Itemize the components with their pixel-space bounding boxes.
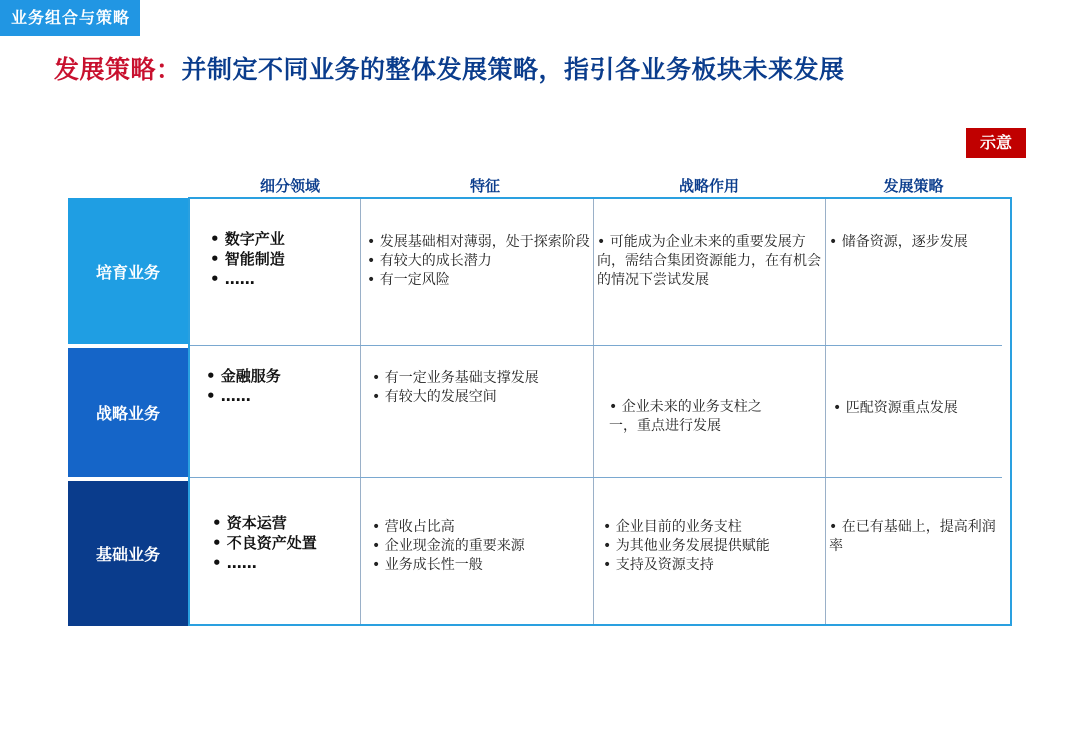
list-item: • 智能制造 — [210, 250, 285, 268]
column-header-role: 战略作用 — [678, 177, 739, 195]
row-label-cultivate: 培育业务 — [68, 198, 188, 344]
headline-lead: 发展策略： — [54, 55, 182, 84]
list-item: • 有一定风险 — [367, 272, 450, 288]
list-item: • 企业目前的业务支柱 — [603, 519, 742, 535]
column-divider — [593, 199, 594, 624]
row2-features — [372, 369, 592, 407]
list-item: • 有较大的发展空间 — [372, 389, 497, 405]
section-tag: 业务组合与策略 — [0, 0, 140, 36]
row-label-basic: 基础业务 — [68, 481, 188, 626]
column-header-domain: 细分领域 — [259, 177, 320, 195]
row2-roles — [609, 398, 781, 436]
list-item: • 业务成长性一般 — [372, 557, 483, 573]
list-item: • 资本运营 — [212, 514, 287, 532]
list-item: • …… — [212, 554, 257, 572]
row1-roles — [597, 233, 823, 290]
list-item: • 在已有基础上，提高利润率 — [829, 519, 996, 554]
row1-features — [367, 233, 591, 290]
list-item: • 储备资源，逐步发展 — [829, 234, 968, 250]
row1-strategies — [829, 233, 997, 252]
row3-roles — [603, 518, 823, 575]
list-item: • 不良资产处置 — [212, 534, 317, 552]
headline-text: 并制定不同业务的整体发展策略，指引各业务板块未来发展 — [181, 55, 845, 84]
list-item: • 为其他业务发展提供赋能 — [603, 538, 770, 554]
column-header-strategy: 发展策略 — [883, 177, 944, 195]
row3-strategies — [829, 518, 999, 556]
column-header-features: 特征 — [469, 177, 500, 195]
row2-domains — [206, 366, 356, 406]
list-item: • …… — [210, 270, 255, 288]
list-item: • 匹配资源重点发展 — [833, 400, 958, 416]
row3-features — [372, 518, 592, 575]
column-divider — [825, 199, 826, 624]
page-headline — [54, 50, 845, 86]
list-item: • 可能成为企业未来的重要发展方向，需结合集团资源能力，在有机会的情况下尝试发展 — [597, 234, 821, 288]
list-item: • 企业现金流的重要来源 — [372, 538, 525, 554]
list-item: • 支持及资源支持 — [603, 557, 714, 573]
list-item: • …… — [206, 387, 251, 405]
row1-domains — [210, 229, 350, 289]
row-divider — [190, 345, 1002, 346]
illustrative-badge: 示意 — [966, 128, 1026, 158]
list-item: • 有较大的成长潜力 — [367, 253, 492, 269]
row-divider — [190, 477, 1002, 478]
list-item: • 有一定业务基础支撑发展 — [372, 370, 539, 386]
row-label-strategic: 战略业务 — [68, 348, 188, 477]
list-item: • 营收占比高 — [372, 519, 455, 535]
list-item: • 发展基础相对薄弱，处于探索阶段 — [367, 234, 590, 250]
row2-strategies — [833, 399, 1001, 418]
list-item: • 数字产业 — [210, 230, 285, 248]
list-item: • 企业未来的业务支柱之一，重点进行发展 — [609, 399, 762, 434]
column-divider — [360, 199, 361, 624]
row3-domains — [212, 513, 357, 573]
list-item: • 金融服务 — [206, 367, 281, 385]
